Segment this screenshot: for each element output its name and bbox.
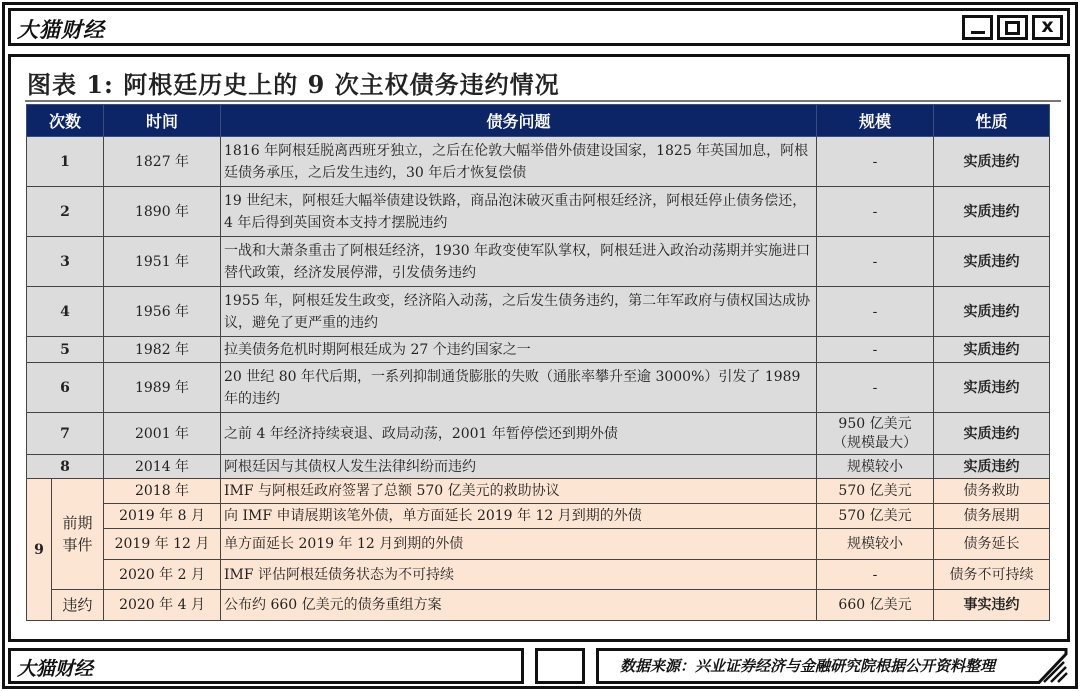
table-row [27,529,1050,560]
row-nature: 实质违约 [934,187,1050,237]
minimize-icon [971,31,985,34]
row-desc: 单方面延长 2019 年 12 月到期的外债 [221,529,817,560]
table-row [27,455,1050,479]
minimize-button[interactable] [962,15,993,40]
row-num: 1 [27,137,104,187]
row-scale: 规模较小 [817,529,934,560]
row-num: 9 [27,479,52,621]
row-nature: 债务救助 [934,479,1050,504]
row-nature: 实质违约 [934,337,1050,363]
row-scale: 规模较小 [817,455,934,479]
group-pre-events [52,479,104,590]
close-icon: x [1041,15,1054,37]
header-issue: 债务问题 [221,105,817,137]
row-nature: 事实违约 [934,590,1050,621]
row-time: 1890 年 [104,187,221,237]
row-num: 8 [27,455,104,479]
row-desc: 一战和大萧条重击了阿根廷经济，1930 年政变使军队掌权，阿根廷进入政治动荡期并实施进口替代政策，经济发展停滞，引发债务违约 [221,237,817,287]
table-row [27,187,1050,237]
footer-spacer-box [535,648,585,684]
row-scale: - [817,560,934,590]
row-nature: 债务不可持续 [934,560,1050,590]
footer-brand: 大猫财经 [17,658,94,680]
row-time: 2020 年 4 月 [104,590,221,621]
row-time: 2019 年 8 月 [104,504,221,529]
header-nature: 性质 [934,105,1050,137]
maximize-button[interactable] [997,15,1028,40]
row-nature: 实质违约 [934,237,1050,287]
row-scale: - [817,137,934,187]
default-history-table [26,104,1050,621]
header-time: 时间 [104,105,221,137]
table-row [27,287,1050,337]
row-num: 7 [27,413,104,455]
table-row [27,237,1050,287]
title-divider [25,100,1061,102]
row-num: 2 [27,187,104,237]
row-desc: 拉美债务危机时期阿根廷成为 27 个违约国家之一 [221,337,817,363]
row-nature: 债务展期 [934,504,1050,529]
row-time: 2014 年 [104,455,221,479]
row-desc: 19 世纪末，阿根廷大幅举债建设铁路，商品泡沫破灭重击阿根廷经济，阿根廷停止债务偿还，4 年后得到英国资本支持才摆脱违约 [221,187,817,237]
row-scale [817,413,934,455]
row-desc: 20 世纪 80 年代后期，一系列抑制通货膨胀的失败（通胀率攀升至逾 3000%）引发了 1989 年的违约 [221,363,817,413]
row-desc: 公布约 660 亿美元的债务重组方案 [221,590,817,621]
footer-source-box [596,648,1068,684]
row-scale: 570 亿美元 [817,479,934,504]
table-row [27,590,1050,621]
row-scale: - [817,237,934,287]
row-scale: - [817,287,934,337]
row-num: 6 [27,363,104,413]
row-time: 1956 年 [104,287,221,337]
row-scale: 660 亿美元 [817,590,934,621]
content-panel [8,54,1070,642]
row-desc: 1816 年阿根廷脱离西班牙独立，之后在伦敦大幅举借外债建设国家，1825 年英国加息，阿根廷债务承压，之后发生违约，30 年后才恢复偿债 [221,137,817,187]
table-row [27,504,1050,529]
row-scale: - [817,187,934,237]
scale-line-1: 950 亿美元 [838,415,912,432]
row-nature: 实质违约 [934,455,1050,479]
scale-line-2: （规模最大） [833,434,918,451]
table-header-row [27,105,1050,137]
group-label-line-1: 前期 [62,514,93,532]
row-time: 2001 年 [104,413,221,455]
table-row [27,337,1050,363]
row-desc: IMF 与阿根廷政府签署了总额 570 亿美元的救助协议 [221,479,817,504]
row-desc: IMF 评估阿根廷债务状态为不可持续 [221,560,817,590]
data-source-text: 数据来源：兴业证券经济与金融研究院根据公开资料整理 [620,657,996,675]
row-nature: 债务延长 [934,529,1050,560]
row-desc: 阿根廷因与其债权人发生法律纠纷而违约 [221,455,817,479]
table-row [27,413,1050,455]
row-time: 1951 年 [104,237,221,287]
header-count: 次数 [27,105,104,137]
row-nature: 实质违约 [934,413,1050,455]
table-row [27,479,1050,504]
row-desc: 1955 年，阿根廷发生政变，经济陷入动荡，之后发生债务违约，第二年军政府与债权国达成协议，避免了更严重的违约 [221,287,817,337]
row-time: 1982 年 [104,337,221,363]
row-num: 3 [27,237,104,287]
table-row [27,560,1050,590]
app-title: 大猫财经 [17,18,105,42]
row-time: 1989 年 [104,363,221,413]
group-default: 违约 [52,590,104,621]
figure-title: 图表 1: 阿根廷历史上的 9 次主权债务违约情况 [27,70,560,99]
row-num: 5 [27,337,104,363]
row-scale: 570 亿美元 [817,504,934,529]
row-time: 2020 年 2 月 [104,560,221,590]
group-label-line-2: 事件 [62,536,93,554]
row-nature: 实质违约 [934,363,1050,413]
row-time: 2019 年 12 月 [104,529,221,560]
row-num: 4 [27,287,104,337]
header-scale: 规模 [817,105,934,137]
close-button[interactable] [1032,15,1063,40]
row-desc: 之前 4 年经济持续衰退、政局动荡，2001 年暂停偿还到期外债 [221,413,817,455]
row-time: 2018 年 [104,479,221,504]
row-scale: - [817,363,934,413]
maximize-icon [1005,21,1020,35]
row-scale: - [817,337,934,363]
row-time: 1827 年 [104,137,221,187]
footer-brand-box [8,648,524,684]
window-controls [962,15,1063,40]
title-bar [8,8,1070,46]
row-nature: 实质违约 [934,287,1050,337]
table-row [27,137,1050,187]
table-row [27,363,1050,413]
row-nature: 实质违约 [934,137,1050,187]
row-desc: 向 IMF 申请展期该笔外债，单方面延长 2019 年 12 月到期的外债 [221,504,817,529]
